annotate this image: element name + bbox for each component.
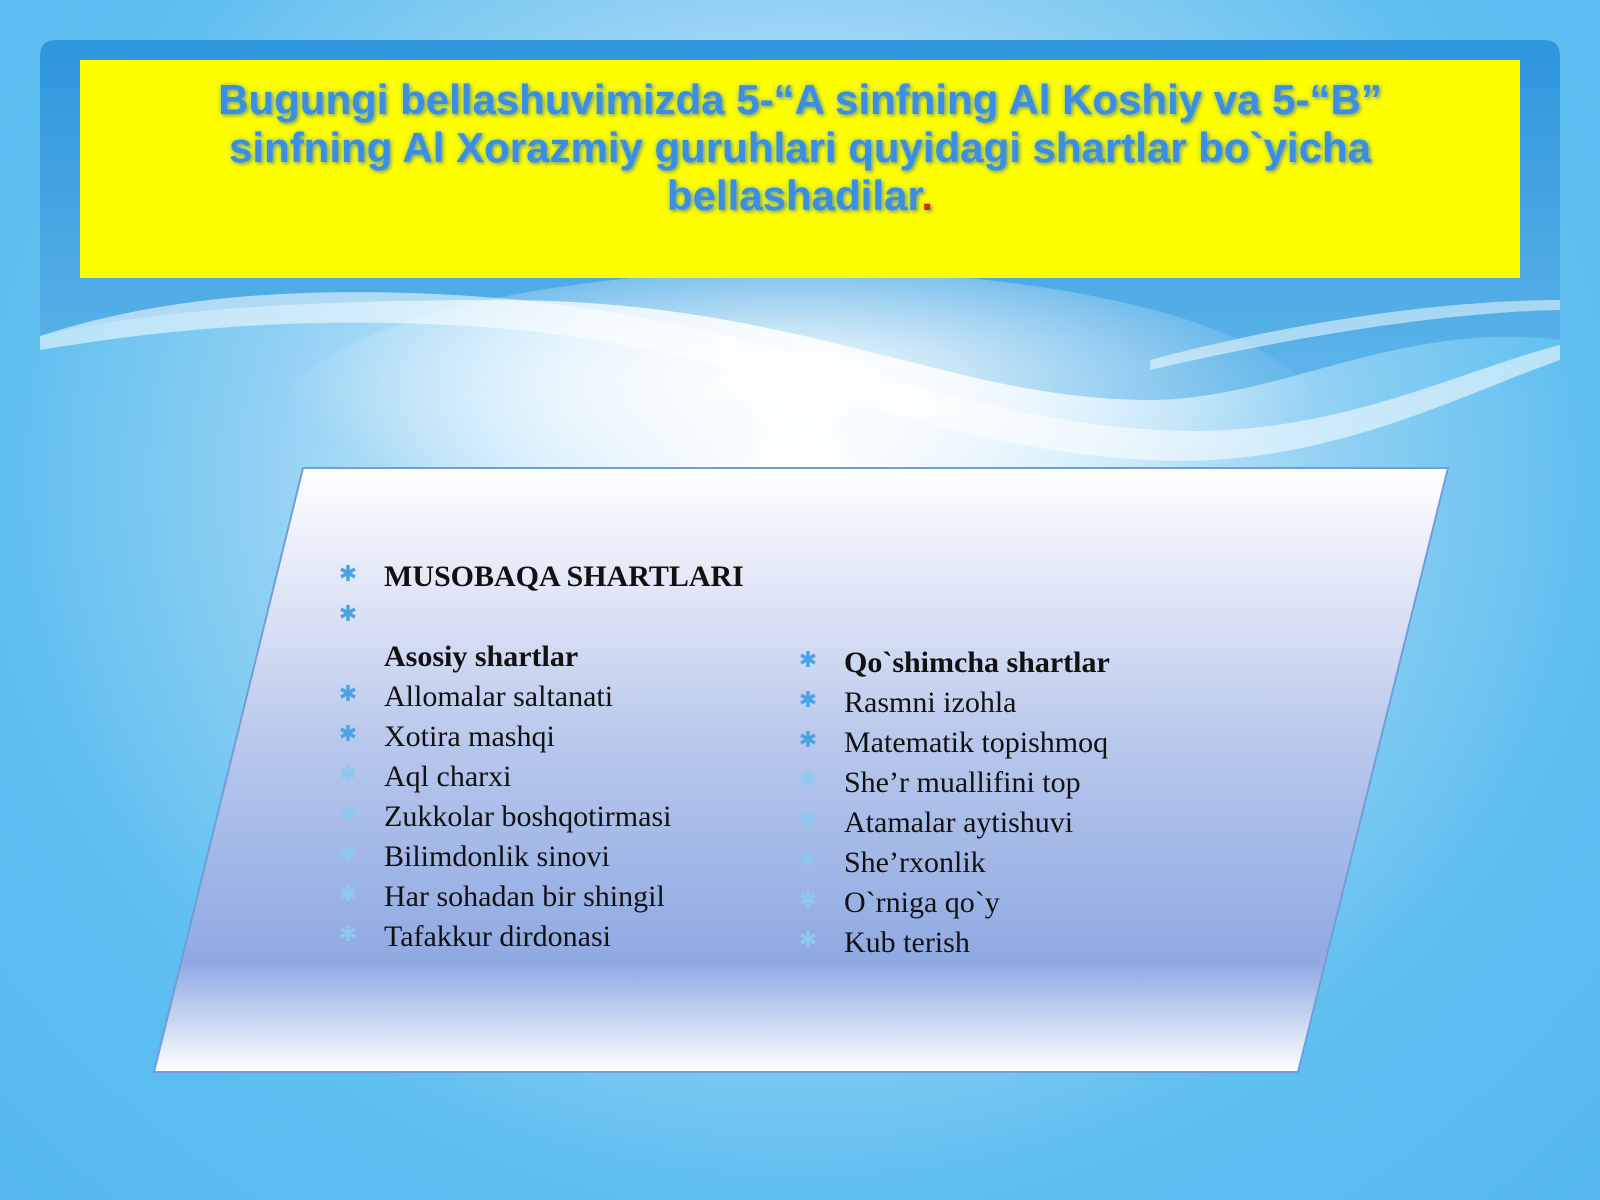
list-item <box>796 923 1110 963</box>
asterisk-bullet-icon: ✱ <box>798 768 818 793</box>
list-item <box>796 763 1110 803</box>
list-item <box>336 917 744 957</box>
asterisk-bullet-icon: ✱ <box>798 808 818 833</box>
list-item <box>796 883 1110 923</box>
list-item-text: O`rniga qo`y <box>844 886 1000 919</box>
asterisk-bullet-icon: ✱ <box>798 888 818 913</box>
list-item-text: She’rxonlik <box>844 846 986 879</box>
asterisk-bullet-icon: ✱ <box>798 928 818 953</box>
asterisk-bullet-icon: ✱ <box>798 728 818 753</box>
asterisk-bullet-icon: ✱ <box>338 602 358 627</box>
list-item-text: Zukkolar boshqotirmasi <box>384 800 672 833</box>
list-heading <box>336 557 744 597</box>
asterisk-bullet-icon: ✱ <box>338 562 358 587</box>
title-box <box>80 60 1520 278</box>
list-item-text: Atamalar aytishuvi <box>844 806 1074 839</box>
asterisk-bullet-icon: ✱ <box>338 922 358 947</box>
list-item-text: Tafakkur dirdonasi <box>384 920 611 953</box>
list-item-text: Kub terish <box>844 926 970 959</box>
list-item <box>796 803 1110 843</box>
list-item <box>796 683 1110 723</box>
asterisk-bullet-icon: ✱ <box>798 648 818 673</box>
list-item <box>336 877 744 917</box>
list-item-text: She’r muallifini top <box>844 766 1081 799</box>
slide-title-text: Bugungi bellashuvimizda 5-“A sinfning Al Koshiy va 5-“B” sinfning Al Xorazmiy guruhlari quyidagi shartlar bo`yicha bellashadilar <box>218 76 1382 219</box>
asterisk-bullet-icon: ✱ <box>338 882 358 907</box>
list-item-text: Matematik topishmoq <box>844 726 1109 759</box>
list-subheading <box>336 637 744 677</box>
asterisk-bullet-icon: ✱ <box>338 762 358 787</box>
list-item-text: Bilimdonlik sinovi <box>384 840 610 873</box>
list-item <box>336 757 744 797</box>
slide-title <box>140 76 1460 220</box>
list-item <box>796 843 1110 883</box>
asterisk-bullet-icon: ✱ <box>338 802 358 827</box>
asterisk-bullet-icon: ✱ <box>338 722 358 747</box>
list-item-text: Har sohadan bir shingil <box>384 880 665 913</box>
asterisk-bullet-icon: ✱ <box>338 682 358 707</box>
list-item-text: Allomalar saltanati <box>384 680 614 713</box>
list-item-text: Rasmni izohla <box>844 686 1017 719</box>
list-item-text: Xotira mashqi <box>384 720 555 753</box>
list-item-text: Aql charxi <box>384 760 512 793</box>
asterisk-bullet-icon: ✱ <box>798 688 818 713</box>
list-heading <box>796 643 1110 683</box>
list-heading-text: MUSOBAQA SHARTLARI <box>384 560 744 593</box>
main-conditions-list <box>336 557 744 957</box>
list-item <box>336 797 744 837</box>
asterisk-bullet-icon: ✱ <box>798 848 818 873</box>
list-subheading-text: Asosiy shartlar <box>384 640 579 673</box>
list-item-empty <box>336 597 744 637</box>
slide-title-dot: . <box>921 172 934 219</box>
list-item <box>336 717 744 757</box>
list-item <box>796 723 1110 763</box>
list-heading-text: Qo`shimcha shartlar <box>844 646 1110 679</box>
extra-conditions-list <box>796 643 1110 963</box>
list-item <box>336 677 744 717</box>
list-item <box>336 837 744 877</box>
asterisk-bullet-icon: ✱ <box>338 842 358 867</box>
